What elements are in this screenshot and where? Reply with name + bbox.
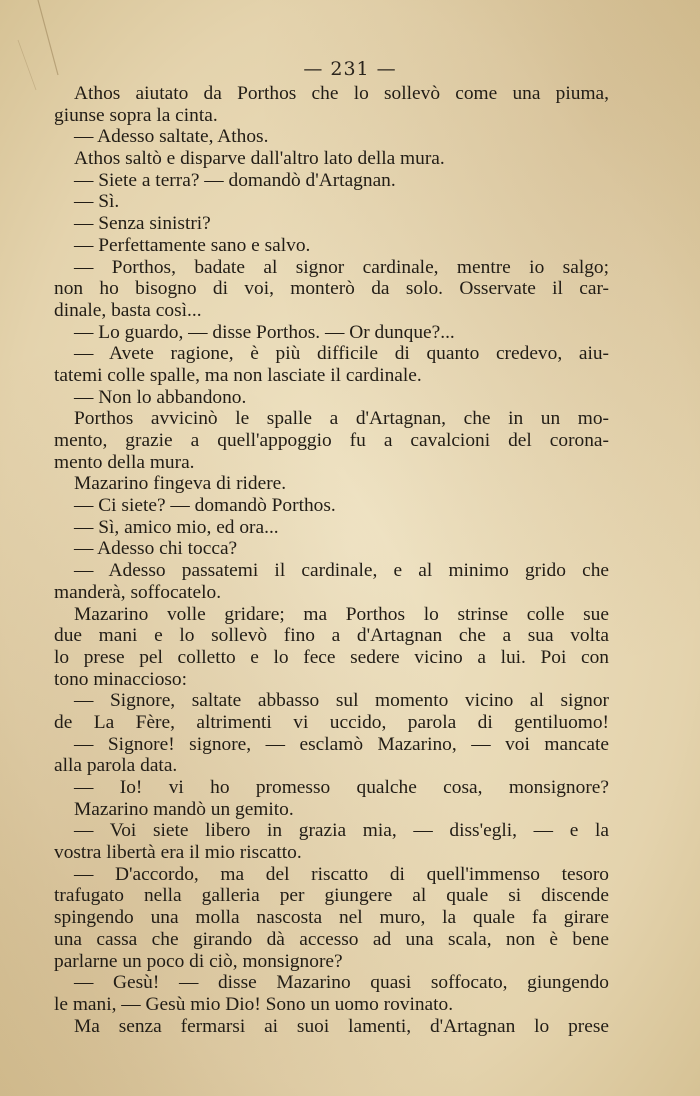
text-line: — Voi siete libero in grazia mia, — diss'egli, — e la <box>74 820 609 842</box>
text-line: — Signore! signore, — esclamò Mazarino, — voi mancate <box>74 733 609 755</box>
text-line: una cassa che girando dà accesso ad una scala, non è bene <box>54 928 609 950</box>
text-line: non ho bisogno di voi, monterò da solo. Osservate il car- <box>54 278 609 300</box>
text-line: — Io! vi ho promesso qualche cosa, monsignore? <box>74 777 609 798</box>
text-line: Mazarino mandò un gemito. <box>74 798 294 820</box>
text-line: — Perfettamente sano e salvo. <box>74 234 311 256</box>
text-line: tono minaccioso: <box>54 668 188 690</box>
text-line: — Siete a terra? — domandò d'Artagnan. <box>74 169 396 191</box>
text-line: — Gesù! — disse Mazarino quasi soffocato, giungendo <box>74 972 609 994</box>
text-line: — Avete ragione, è più difficile di quanto credevo, aiu- <box>74 343 609 365</box>
text-line: Ma senza fermarsi ai suoi lamenti, d'Artagnan lo prese <box>74 1015 609 1037</box>
text-line: le mani, — Gesù mio Dio! Sono un uomo rovinato. <box>54 993 454 1015</box>
body-text <box>54 83 609 1037</box>
text-line: alla parola data. <box>54 755 178 777</box>
text-line: giunse sopra la cinta. <box>54 104 218 126</box>
text-line: — Non lo abbandono. <box>74 386 247 408</box>
text-line: due mani e lo sollevò fino a d'Artagnan che a sua volta <box>54 625 609 647</box>
text-line: — Signore, saltate abbasso sul momento vicino al signor <box>74 690 609 712</box>
page-number: — 231 — <box>303 58 397 80</box>
text-line: trafugato nella galleria per giungere al quale si discende <box>54 885 609 907</box>
text-line: spingendo una molla nascosta nel muro, la quale fa girare <box>54 907 609 929</box>
text-line: — Porthos, badate al signor cardinale, mentre io salgo; <box>74 256 609 278</box>
text-line: — Lo guardo, — disse Porthos. — Or dunque?... <box>74 321 455 343</box>
text-line: vostra libertà era il mio riscatto. <box>54 842 302 864</box>
text-line: Mazarino volle gridare; ma Porthos lo strinse colle sue <box>74 603 609 625</box>
text-line: — Sì, amico mio, ed ora... <box>74 516 279 538</box>
text-line: — Sì. <box>74 191 120 213</box>
text-line: mento, grazie a quell'appoggio fu a cavalcioni del corona- <box>54 430 609 451</box>
text-line: — Adesso saltate, Athos. <box>74 126 269 148</box>
text-line: — Adesso chi tocca? <box>74 538 238 560</box>
text-line: lo prese pel colletto e lo fece sedere vicino a lui. Poi con <box>54 646 609 668</box>
text-line: Athos aiutato da Porthos che lo sollevò come una piuma, <box>74 83 609 104</box>
text-line: — Adesso passatemi il cardinale, e al minimo grido che <box>74 560 609 582</box>
text-line: — Senza sinistri? <box>74 213 211 235</box>
text-line: parlarne un poco di ciò, monsignore? <box>54 950 343 972</box>
text-line: Athos saltò e disparve dall'altro lato della mura. <box>74 148 445 170</box>
text-line: de La Fère, altrimenti vi uccido, parola di gentiluomo! <box>54 711 609 733</box>
text-line: tatemi colle spalle, ma non lasciate il cardinale. <box>54 364 422 386</box>
text-line: dinale, basta così... <box>54 299 202 321</box>
text-line: — Ci siete? — domandò Porthos. <box>74 495 336 517</box>
text-line: Mazarino fingeva di ridere. <box>74 473 287 495</box>
text-line: mento della mura. <box>54 451 195 473</box>
text-line: — D'accordo, ma del riscatto di quell'immenso tesoro <box>74 863 609 885</box>
text-line: manderà, soffocatelo. <box>54 581 222 603</box>
text-line: Porthos avvicinò le spalle a d'Artagnan, che in un mo- <box>74 408 609 430</box>
